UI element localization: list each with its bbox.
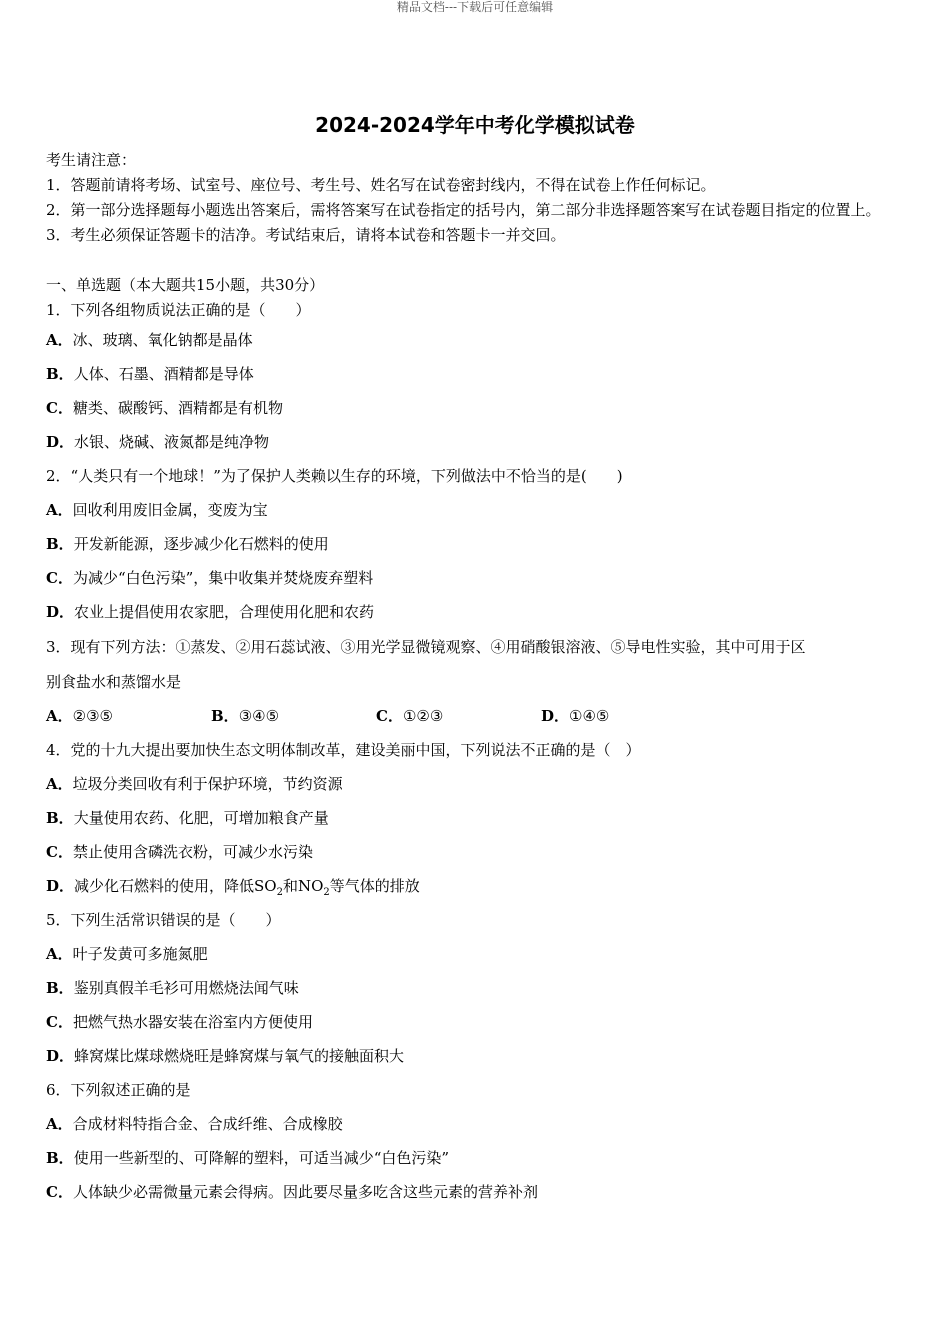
option-cell xyxy=(376,699,541,733)
option-text: 叶子发黄可多施氮肥 xyxy=(72,945,208,963)
option-row xyxy=(46,801,896,835)
option-cell xyxy=(46,699,211,733)
option-label: D． xyxy=(46,433,75,451)
option-row xyxy=(46,493,896,527)
question-stem: 2．“人类只有一个地球！”为了保护人类赖以生存的环境，下列做法中不恰当的是( ) xyxy=(46,467,623,485)
option-text: 开发新能源，逐步减少化石燃料的使用 xyxy=(73,535,329,553)
option-label: C． xyxy=(46,1183,73,1201)
option-row xyxy=(46,595,896,629)
option-label: A． xyxy=(46,945,73,963)
option-text: 鉴别真假羊毛衫可用燃烧法闻气味 xyxy=(73,979,299,997)
option-label: B． xyxy=(46,535,74,553)
option-row xyxy=(46,323,896,357)
subscript: 2 xyxy=(276,887,283,898)
option-text: ①②③ xyxy=(402,707,444,725)
option-label: D． xyxy=(541,707,570,725)
question-stem: 3．现有下列方法：①蒸发、②用石蕊试液、③用光学显微镜观察、④用硝酸银溶液、⑤导电性实验，其中可用于区 xyxy=(46,638,806,656)
subscript: 2 xyxy=(323,887,330,898)
notice-item: 1．答题前请将考场、试室号、座位号、考生号、姓名写在试卷密封线内，不得在试卷上作任何标记。 xyxy=(46,176,716,194)
option-label: C． xyxy=(46,843,73,861)
option-cell xyxy=(211,699,376,733)
question-stem: 6．下列叙述正确的是 xyxy=(46,1081,191,1099)
question-stem-continued: 别食盐水和蒸馏水是 xyxy=(46,673,182,691)
option-text: 减少化石燃料的使用，降低SO xyxy=(74,877,277,895)
option-text: 和NO xyxy=(282,877,324,895)
option-text: 农业上提倡使用农家肥，合理使用化肥和农药 xyxy=(74,603,375,621)
notice-item: 3．考生必须保证答题卡的洁净。考试结束后，请将本试卷和答题卡一并交回。 xyxy=(46,226,566,244)
option-label: D． xyxy=(46,877,75,895)
option-label: C． xyxy=(46,569,73,587)
option-row xyxy=(46,971,896,1005)
notice-heading: 考生请注意： xyxy=(46,151,137,169)
option-row xyxy=(46,835,896,869)
question-stem: 4．党的十九大提出要加快生态文明体制改革，建设美丽中国，下列说法不正确的是（ ） xyxy=(46,741,641,759)
option-text: 大量使用农药、化肥，可增加粮食产量 xyxy=(73,809,329,827)
option-label: A． xyxy=(46,501,73,519)
option-text: 糖类、碳酸钙、酒精都是有机物 xyxy=(72,399,283,417)
option-row xyxy=(46,561,896,595)
option-cell xyxy=(541,699,706,733)
option-label: A． xyxy=(46,707,73,725)
option-text: 蜂窝煤比煤球燃烧旺是蜂窝煤与氧气的接触面积大 xyxy=(74,1047,405,1065)
option-row xyxy=(46,357,896,391)
option-row xyxy=(46,1175,896,1209)
document-body xyxy=(46,148,896,1209)
option-text: 冰、玻璃、氧化钠都是晶体 xyxy=(72,331,253,349)
option-text: 人体、石墨、酒精都是导体 xyxy=(73,365,254,383)
question-stem: 1．下列各组物质说法正确的是（ ） xyxy=(46,301,311,319)
option-row xyxy=(46,937,896,971)
option-label: B． xyxy=(46,1149,74,1167)
page-title: 2024-2024学年中考化学模拟试卷 xyxy=(315,113,635,137)
option-text: 合成材料特指合金、合成纤维、合成橡胶 xyxy=(72,1115,343,1133)
option-row xyxy=(46,699,896,733)
option-text: 水银、烧碱、液氮都是纯净物 xyxy=(74,433,270,451)
option-text: ①④⑤ xyxy=(569,707,610,725)
option-text: 使用一些新型的、可降解的塑料，可适当减少“白色污染” xyxy=(73,1149,450,1167)
option-text: 为减少“白色污染”，集中收集并焚烧废弃塑料 xyxy=(72,569,374,587)
option-label: C． xyxy=(376,707,403,725)
option-label: A． xyxy=(46,331,73,349)
option-label: D． xyxy=(46,603,75,621)
option-text: 垃圾分类回收有利于保护环境，节约资源 xyxy=(72,775,343,793)
option-label: A． xyxy=(46,775,73,793)
option-row xyxy=(46,767,896,801)
option-label: B． xyxy=(211,707,239,725)
option-row xyxy=(46,1039,896,1073)
option-row xyxy=(46,1107,896,1141)
option-row xyxy=(46,1141,896,1175)
option-text: ②③⑤ xyxy=(72,707,113,725)
option-text: 把燃气热水器安装在浴室内方便使用 xyxy=(72,1013,313,1031)
option-row xyxy=(46,869,896,903)
option-row xyxy=(46,425,896,459)
question-stem: 5．下列生活常识错误的是（ ） xyxy=(46,911,281,929)
option-row xyxy=(46,527,896,561)
option-row xyxy=(46,1005,896,1039)
section-heading: 一、单选题（本大题共15小题，共30分） xyxy=(46,276,325,294)
option-label: B． xyxy=(46,809,74,827)
option-label: B． xyxy=(46,365,74,383)
option-label: B． xyxy=(46,979,74,997)
option-text: 人体缺少必需微量元素会得病。因此要尽量多吃含这些元素的营养补剂 xyxy=(72,1183,538,1201)
option-text: 禁止使用含磷洗衣粉，可减少水污染 xyxy=(72,843,313,861)
notice-item: 2．第一部分选择题每小题选出答案后，需将答案写在试卷指定的括号内，第二部分非选择题答案写在试卷题目指定的位置上。 xyxy=(46,201,881,219)
spacer xyxy=(46,248,896,273)
option-text: ③④⑤ xyxy=(238,707,280,725)
option-text: 回收利用废旧金属，变废为宝 xyxy=(72,501,268,519)
option-label: C． xyxy=(46,1013,73,1031)
option-text: 等气体的排放 xyxy=(329,877,420,895)
option-row xyxy=(46,391,896,425)
header-note: 精品文档---下载后可任意编辑 xyxy=(396,0,554,14)
option-label: C． xyxy=(46,399,73,417)
option-label: D． xyxy=(46,1047,75,1065)
option-label: A． xyxy=(46,1115,73,1133)
